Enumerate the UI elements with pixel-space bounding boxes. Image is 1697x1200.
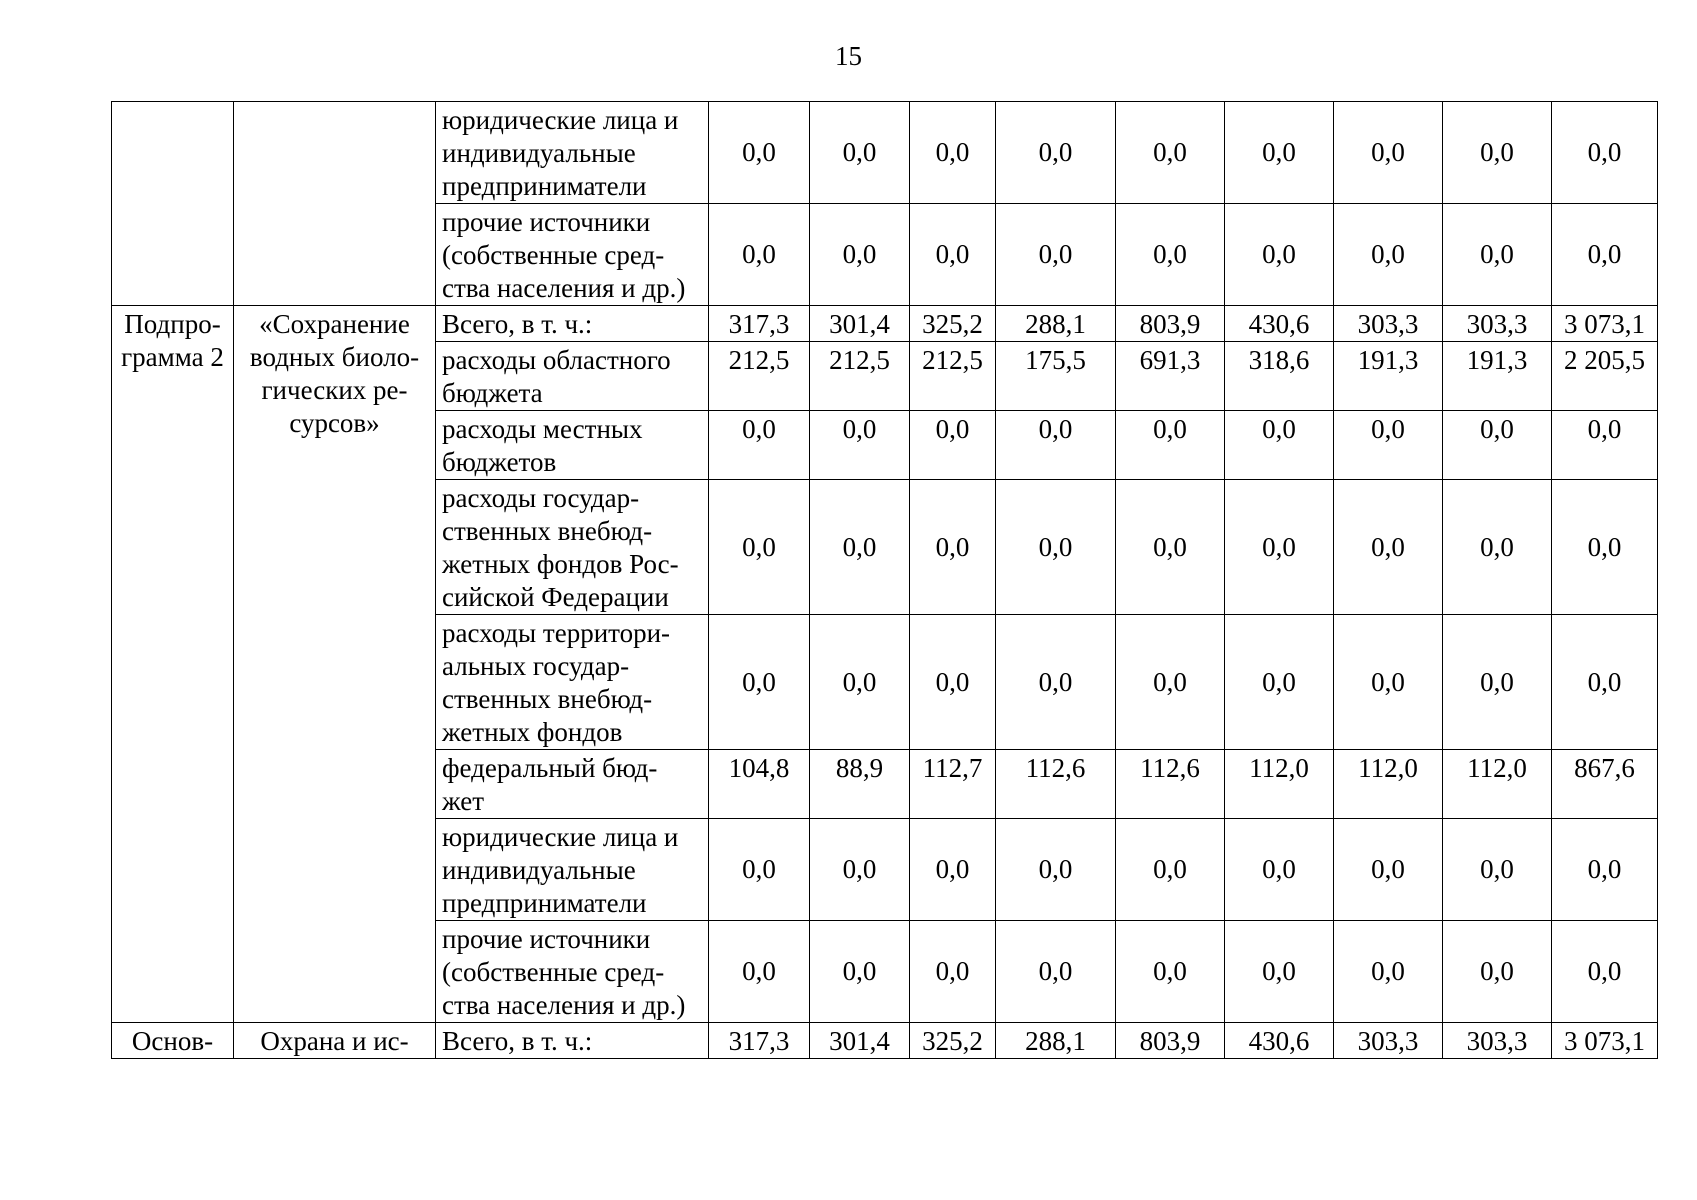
- value-cell: 191,3: [1334, 342, 1443, 411]
- value-cell: 0,0: [996, 204, 1116, 306]
- funding-source-line: предприниматели: [442, 888, 647, 918]
- funding-source-line: ственных внебюд-: [442, 684, 653, 714]
- value-cell: 325,2: [910, 1023, 996, 1059]
- value-cell: 0,0: [1443, 921, 1552, 1023]
- value-cell: 803,9: [1116, 306, 1225, 342]
- program-name-cell: [234, 102, 436, 306]
- value-cell: 0,0: [1116, 819, 1225, 921]
- value-cell: 0,0: [910, 102, 996, 204]
- value-cell: 212,5: [810, 342, 910, 411]
- funding-source-cell: [436, 615, 709, 750]
- value-cell: 0,0: [810, 204, 910, 306]
- value-cell: 0,0: [810, 819, 910, 921]
- funding-source-line: ства населения и др.): [442, 273, 686, 303]
- value-cell: 112,0: [1334, 750, 1443, 819]
- value-cell: 317,3: [709, 1023, 810, 1059]
- value-cell: 303,3: [1443, 306, 1552, 342]
- value-cell: 112,6: [1116, 750, 1225, 819]
- value-cell: 0,0: [1334, 411, 1443, 480]
- funding-source-cell: [436, 480, 709, 615]
- funding-source-line: индивидуальные: [442, 138, 636, 168]
- funding-source-line: индивидуальные: [442, 855, 636, 885]
- value-cell: 0,0: [910, 921, 996, 1023]
- value-cell: 0,0: [709, 411, 810, 480]
- value-cell: 88,9: [810, 750, 910, 819]
- funding-source-line: расходы местных: [442, 414, 643, 444]
- value-cell: 0,0: [910, 615, 996, 750]
- value-cell: 191,3: [1443, 342, 1552, 411]
- funding-source-line: бюджетов: [442, 447, 557, 477]
- value-cell: 430,6: [1225, 306, 1334, 342]
- value-cell: 303,3: [1443, 1023, 1552, 1059]
- table-row: [112, 102, 1658, 204]
- value-cell: 0,0: [1552, 615, 1658, 750]
- value-cell: 0,0: [1116, 411, 1225, 480]
- value-cell: 0,0: [1552, 411, 1658, 480]
- value-cell: 0,0: [1443, 102, 1552, 204]
- program-name-cell: [234, 1023, 436, 1059]
- funding-source-line: ственных внебюд-: [442, 516, 653, 546]
- value-cell: 0,0: [1116, 480, 1225, 615]
- value-cell: 303,3: [1334, 306, 1443, 342]
- value-cell: 0,0: [1225, 411, 1334, 480]
- value-cell: 0,0: [996, 411, 1116, 480]
- program-name-line: гических ре-: [261, 375, 408, 405]
- value-cell: 318,6: [1225, 342, 1334, 411]
- funding-source-line: (собственные сред-: [442, 957, 665, 987]
- value-cell: 0,0: [810, 615, 910, 750]
- value-cell: 0,0: [810, 480, 910, 615]
- funding-source-cell: [436, 102, 709, 204]
- value-cell: 0,0: [910, 819, 996, 921]
- value-cell: 0,0: [709, 102, 810, 204]
- value-cell: 0,0: [1443, 819, 1552, 921]
- value-cell: 0,0: [1443, 480, 1552, 615]
- value-cell: 0,0: [810, 921, 910, 1023]
- value-cell: 0,0: [709, 204, 810, 306]
- value-cell: 212,5: [910, 342, 996, 411]
- table-row: [112, 306, 1658, 342]
- value-cell: 0,0: [1225, 102, 1334, 204]
- funding-source-line: (собственные сред-: [442, 240, 665, 270]
- funding-source-cell: [436, 1023, 709, 1059]
- value-cell: 0,0: [1443, 615, 1552, 750]
- value-cell: 112,6: [996, 750, 1116, 819]
- value-cell: 301,4: [810, 1023, 910, 1059]
- value-cell: 0,0: [910, 204, 996, 306]
- value-cell: 317,3: [709, 306, 810, 342]
- value-cell: 0,0: [1552, 921, 1658, 1023]
- value-cell: 0,0: [996, 615, 1116, 750]
- funding-source-line: расходы государ-: [442, 483, 640, 513]
- value-cell: 0,0: [709, 615, 810, 750]
- funding-source-line: расходы областного: [442, 345, 671, 375]
- program-name-cell: [234, 306, 436, 1023]
- value-cell: 3 073,1: [1552, 306, 1658, 342]
- funding-source-line: Всего, в т. ч.:: [442, 309, 593, 339]
- value-cell: 3 073,1: [1552, 1023, 1658, 1059]
- funding-source-cell: [436, 819, 709, 921]
- value-cell: 0,0: [1334, 615, 1443, 750]
- value-cell: 0,0: [1116, 204, 1225, 306]
- program-name-line: «Сохранение: [259, 309, 410, 339]
- value-cell: 0,0: [996, 921, 1116, 1023]
- program-name-line: сурсов»: [289, 408, 380, 438]
- value-cell: 0,0: [910, 480, 996, 615]
- funding-source-line: альных государ-: [442, 651, 630, 681]
- value-cell: 288,1: [996, 1023, 1116, 1059]
- value-cell: 0,0: [910, 411, 996, 480]
- funding-source-line: предприниматели: [442, 171, 647, 201]
- value-cell: 301,4: [810, 306, 910, 342]
- value-cell: 288,1: [996, 306, 1116, 342]
- value-cell: 0,0: [709, 921, 810, 1023]
- funding-source-line: жет: [442, 786, 485, 816]
- value-cell: 2 205,5: [1552, 342, 1658, 411]
- value-cell: 0,0: [996, 480, 1116, 615]
- value-cell: 0,0: [1116, 102, 1225, 204]
- value-cell: 0,0: [1443, 204, 1552, 306]
- value-cell: 104,8: [709, 750, 810, 819]
- funding-source-cell: [436, 750, 709, 819]
- funding-source-cell: [436, 921, 709, 1023]
- value-cell: 0,0: [1334, 204, 1443, 306]
- program-name-line: водных биоло-: [249, 342, 420, 372]
- funding-source-cell: [436, 204, 709, 306]
- program-code-cell: [112, 306, 234, 1023]
- page-number: 15: [835, 41, 862, 71]
- value-cell: 867,6: [1552, 750, 1658, 819]
- value-cell: 691,3: [1116, 342, 1225, 411]
- value-cell: 0,0: [1225, 204, 1334, 306]
- program-code-cell: [112, 1023, 234, 1059]
- funding-source-line: жетных фондов Рос-: [442, 549, 679, 579]
- value-cell: 303,3: [1334, 1023, 1443, 1059]
- value-cell: 0,0: [1225, 480, 1334, 615]
- funding-source-line: ства населения и др.): [442, 990, 686, 1020]
- value-cell: 0,0: [1334, 921, 1443, 1023]
- value-cell: 175,5: [996, 342, 1116, 411]
- value-cell: 0,0: [1443, 411, 1552, 480]
- funding-source-line: прочие источники: [442, 924, 651, 954]
- value-cell: 0,0: [996, 819, 1116, 921]
- value-cell: 0,0: [996, 102, 1116, 204]
- funding-source-line: юридические лица и: [442, 105, 679, 135]
- value-cell: 0,0: [1334, 102, 1443, 204]
- value-cell: 0,0: [1552, 204, 1658, 306]
- funding-source-line: Всего, в т. ч.:: [442, 1026, 593, 1056]
- value-cell: 112,0: [1225, 750, 1334, 819]
- budget-table: [111, 101, 1658, 1059]
- funding-source-line: юридические лица и: [442, 822, 679, 852]
- value-cell: 0,0: [709, 480, 810, 615]
- value-cell: 112,0: [1443, 750, 1552, 819]
- value-cell: 0,0: [1334, 480, 1443, 615]
- funding-source-line: расходы территори-: [442, 618, 671, 648]
- funding-source-cell: [436, 306, 709, 342]
- funding-source-cell: [436, 342, 709, 411]
- program-code-line: грамма 2: [121, 342, 224, 372]
- funding-source-line: сийской Федерации: [442, 582, 669, 612]
- value-cell: 430,6: [1225, 1023, 1334, 1059]
- program-code-line: Подпро-: [124, 309, 221, 339]
- funding-source-line: федеральный бюд-: [442, 753, 658, 783]
- funding-source-line: прочие источники: [442, 207, 651, 237]
- funding-source-line: жетных фондов: [442, 717, 623, 747]
- value-cell: 0,0: [1225, 819, 1334, 921]
- funding-source-cell: [436, 411, 709, 480]
- value-cell: 0,0: [1552, 480, 1658, 615]
- value-cell: 112,7: [910, 750, 996, 819]
- value-cell: 325,2: [910, 306, 996, 342]
- value-cell: 0,0: [1116, 615, 1225, 750]
- table-row: [112, 1023, 1658, 1059]
- value-cell: 0,0: [1552, 819, 1658, 921]
- value-cell: 0,0: [1334, 819, 1443, 921]
- value-cell: 803,9: [1116, 1023, 1225, 1059]
- value-cell: 0,0: [810, 411, 910, 480]
- value-cell: 0,0: [709, 819, 810, 921]
- value-cell: 0,0: [1225, 615, 1334, 750]
- program-code-cell: [112, 102, 234, 306]
- value-cell: 0,0: [810, 102, 910, 204]
- value-cell: 0,0: [1225, 921, 1334, 1023]
- funding-source-line: бюджета: [442, 378, 543, 408]
- value-cell: 0,0: [1116, 921, 1225, 1023]
- value-cell: 0,0: [1552, 102, 1658, 204]
- program-name-line: Охрана и ис-: [260, 1026, 409, 1056]
- program-code-line: Основ-: [131, 1026, 214, 1056]
- value-cell: 212,5: [709, 342, 810, 411]
